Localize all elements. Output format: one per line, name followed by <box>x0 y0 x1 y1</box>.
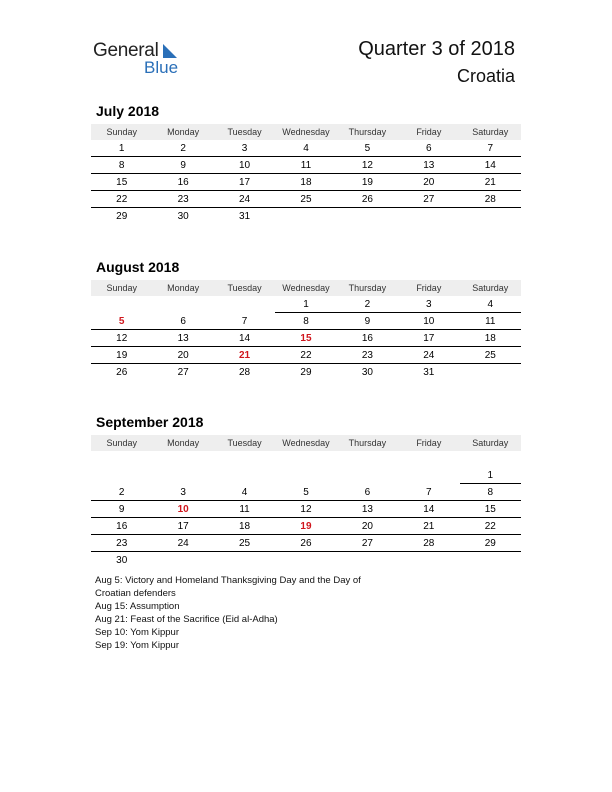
day-cell: 21 <box>398 518 459 535</box>
weekday-header: Monday <box>152 435 213 451</box>
weekday-header: Wednesday <box>275 124 336 140</box>
day-cell: 1 <box>91 140 152 157</box>
day-cell: 29 <box>116 210 128 222</box>
month-title: July 2018 <box>96 103 160 119</box>
day-cell: 2 <box>152 140 213 157</box>
weekday-header: Saturday <box>460 280 521 296</box>
day-cell: 6 <box>152 313 213 330</box>
day-cell: 1 <box>275 296 336 313</box>
day-cell: 5 <box>275 484 336 501</box>
day-cell: 11 <box>214 501 275 518</box>
day-cell: 30 <box>177 210 189 222</box>
calendar-table <box>91 280 521 380</box>
day-cell: 27 <box>398 191 459 208</box>
month-september <box>91 413 521 568</box>
week-row <box>91 174 521 191</box>
day-cell: 29 <box>300 366 312 378</box>
logo-text-blue: Blue <box>144 58 179 77</box>
holiday-note: Croatian defenders <box>95 588 176 599</box>
holiday-notes <box>95 574 361 652</box>
holiday-note: Sep 10: Yom Kippur <box>95 627 179 638</box>
weekday-header: Thursday <box>337 280 398 296</box>
weekday-header: Sunday <box>91 435 152 451</box>
day-cell: 20 <box>398 174 459 191</box>
month-title: August 2018 <box>96 259 180 275</box>
holiday-note: Aug 5: Victory and Homeland Thanksgiving Day and the Day of <box>95 575 361 586</box>
holiday-note: Sep 19: Yom Kippur <box>95 640 179 651</box>
week-row <box>91 191 521 208</box>
day-cell: 9 <box>91 501 152 518</box>
day-cell: 6 <box>398 140 459 157</box>
week-row <box>91 208 521 225</box>
day-cell: 2 <box>91 484 152 501</box>
holiday-note: Aug 21: Feast of the Sacrifice (Eid al-Adha) <box>95 614 278 625</box>
day-cell: 5 <box>337 140 398 157</box>
page-title: Quarter 3 of 2018 <box>358 38 515 60</box>
month-august <box>91 258 521 380</box>
week-row <box>91 364 521 381</box>
day-cell: 14 <box>398 501 459 518</box>
day-cell: 11 <box>275 157 336 174</box>
day-cell: 13 <box>398 157 459 174</box>
week-row <box>91 157 521 174</box>
day-cell: 6 <box>337 484 398 501</box>
weekday-header: Friday <box>398 435 459 451</box>
day-cell: 18 <box>214 518 275 535</box>
calendar-table <box>91 124 521 224</box>
day-cell: 8 <box>275 313 336 330</box>
day-cell: 26 <box>337 191 398 208</box>
weekday-header: Wednesday <box>275 435 336 451</box>
week-row <box>91 518 521 535</box>
weekday-header: Monday <box>152 280 213 296</box>
day-cell: 4 <box>214 484 275 501</box>
day-cell: 16 <box>337 330 398 347</box>
day-cell: 12 <box>337 157 398 174</box>
day-cell: 12 <box>275 501 336 518</box>
day-cell: 7 <box>460 140 521 157</box>
weekday-header: Saturday <box>460 124 521 140</box>
day-cell: 27 <box>177 366 189 378</box>
weekday-header: Sunday <box>91 280 152 296</box>
day-cell: 4 <box>460 296 521 313</box>
day-cell: 23 <box>91 535 152 552</box>
day-cell: 22 <box>460 518 521 535</box>
week-row <box>91 296 521 313</box>
day-cell: 2 <box>337 296 398 313</box>
weekday-header: Friday <box>398 280 459 296</box>
day-cell: 7 <box>214 313 275 330</box>
day-cell: 20 <box>337 518 398 535</box>
day-cell: 27 <box>337 535 398 552</box>
day-cell: 26 <box>275 535 336 552</box>
day-cell: 4 <box>275 140 336 157</box>
weekday-header: Sunday <box>91 124 152 140</box>
weekday-header: Saturday <box>460 435 521 451</box>
week-row <box>91 501 521 518</box>
week-row <box>91 467 521 484</box>
holiday-day-cell: 19 <box>275 518 336 535</box>
day-cell: 23 <box>152 191 213 208</box>
day-cell: 25 <box>460 347 521 364</box>
day-cell: 18 <box>275 174 336 191</box>
holiday-day-cell: 15 <box>275 330 336 347</box>
day-cell: 19 <box>91 347 152 364</box>
week-row <box>91 140 521 157</box>
day-cell: 15 <box>91 174 152 191</box>
day-cell: 3 <box>152 484 213 501</box>
weekday-header: Tuesday <box>214 124 275 140</box>
day-cell: 31 <box>238 210 251 222</box>
day-cell: 20 <box>152 347 213 364</box>
day-cell: 28 <box>460 191 521 208</box>
holiday-note: Aug 15: Assumption <box>95 601 180 612</box>
day-cell: 30 <box>361 366 373 378</box>
holiday-day-cell: 21 <box>214 347 275 364</box>
day-cell: 9 <box>337 313 398 330</box>
logo <box>93 40 193 80</box>
day-cell: 13 <box>152 330 213 347</box>
day-cell: 17 <box>214 174 275 191</box>
day-cell: 8 <box>91 157 152 174</box>
day-cell: 24 <box>398 347 459 364</box>
day-cell: 19 <box>337 174 398 191</box>
day-cell: 9 <box>152 157 213 174</box>
weekday-header: Tuesday <box>214 280 275 296</box>
week-row <box>91 484 521 501</box>
logo-text-general: General <box>93 40 159 61</box>
day-cell: 13 <box>337 501 398 518</box>
week-row <box>91 313 521 330</box>
day-cell: 24 <box>152 535 213 552</box>
day-cell: 26 <box>116 366 128 378</box>
weekday-header: Thursday <box>337 124 398 140</box>
day-cell: 17 <box>152 518 213 535</box>
day-cell: 8 <box>460 484 521 501</box>
logo-triangle-icon <box>163 44 177 58</box>
day-cell: 31 <box>423 366 435 378</box>
day-cell: 25 <box>275 191 336 208</box>
day-cell: 10 <box>398 313 459 330</box>
day-cell: 29 <box>460 535 521 552</box>
weekday-header: Wednesday <box>275 280 336 296</box>
calendar-table <box>91 435 521 568</box>
day-cell: 12 <box>91 330 152 347</box>
day-cell: 25 <box>214 535 275 552</box>
week-row <box>91 330 521 347</box>
day-cell: 14 <box>460 157 521 174</box>
month-july <box>91 102 521 224</box>
weekday-header: Monday <box>152 124 213 140</box>
day-cell: 24 <box>214 191 275 208</box>
day-cell: 21 <box>460 174 521 191</box>
day-cell: 30 <box>116 554 128 566</box>
day-cell: 28 <box>398 535 459 552</box>
holiday-day-cell: 5 <box>91 313 152 330</box>
day-cell: 23 <box>337 347 398 364</box>
country-label: Croatia <box>456 66 515 86</box>
day-cell: 10 <box>214 157 275 174</box>
week-row <box>91 535 521 552</box>
month-title: September 2018 <box>96 414 204 430</box>
weekday-header: Thursday <box>337 435 398 451</box>
day-cell: 7 <box>398 484 459 501</box>
day-cell: 3 <box>398 296 459 313</box>
holiday-day-cell: 10 <box>152 501 213 518</box>
day-cell: 22 <box>275 347 336 364</box>
day-cell: 14 <box>214 330 275 347</box>
day-cell: 16 <box>152 174 213 191</box>
day-cell: 17 <box>398 330 459 347</box>
day-cell: 22 <box>91 191 152 208</box>
week-row <box>91 552 521 569</box>
day-cell: 18 <box>460 330 521 347</box>
day-cell: 3 <box>214 140 275 157</box>
day-cell: 28 <box>238 366 251 378</box>
day-cell: 1 <box>460 467 521 484</box>
day-cell: 15 <box>460 501 521 518</box>
week-row <box>91 347 521 364</box>
day-cell: 11 <box>460 313 521 330</box>
weekday-header: Tuesday <box>214 435 275 451</box>
day-cell: 16 <box>91 518 152 535</box>
weekday-header: Friday <box>398 124 459 140</box>
